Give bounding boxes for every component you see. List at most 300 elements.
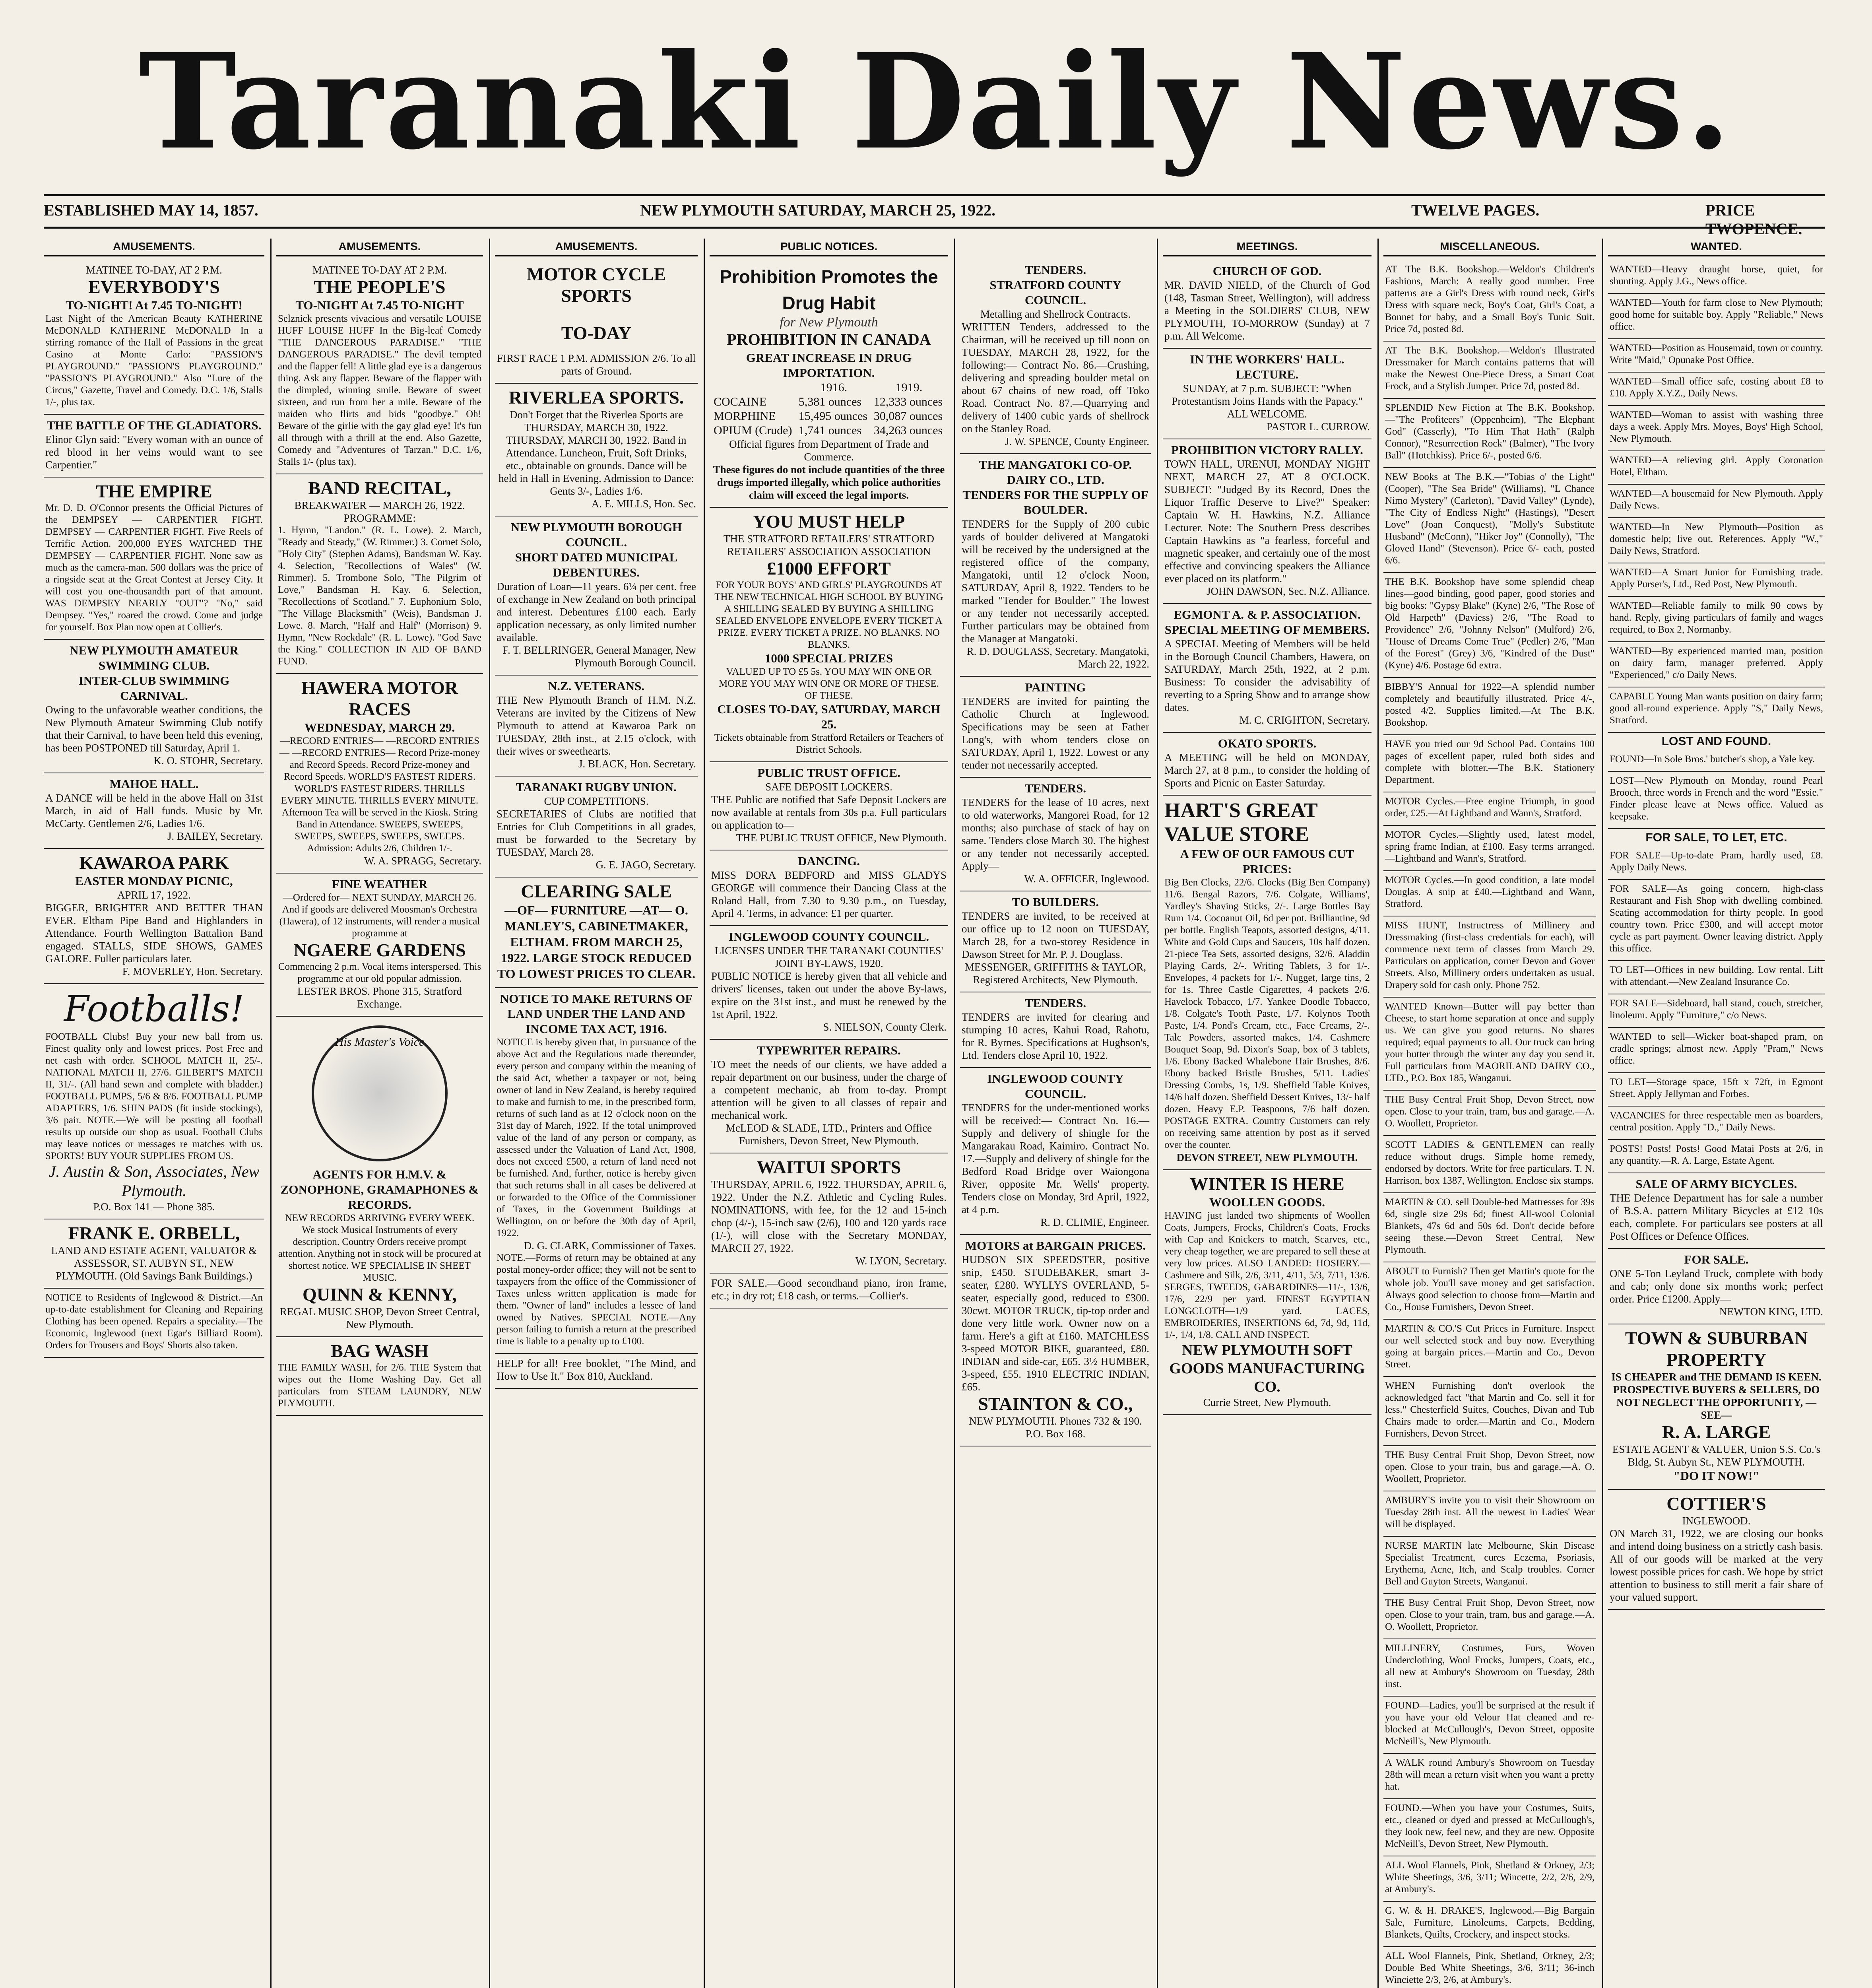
ad-heading: NEW PLYMOUTH SOFT GOODS MANUFACTURING CO. — [1169, 1342, 1365, 1395]
ad-title: INGLEWOOD COUNTY COUNCIL. — [728, 930, 929, 944]
classified-item: WANTED—Woman to assist with washing three days a week. Apply Mrs. Moyes, Boys' High School, New Plymouth. — [1608, 406, 1825, 451]
section-header: AMUSEMENTS. — [44, 239, 264, 256]
ad-body: ONE 5-Ton Leyland Truck, complete with body and cab; only done six months work; perfect order. Price £1200. Apply— — [1610, 1268, 1823, 1305]
ad-body: THE FAMILY WASH, for 2/6. THE System that wipes out the Home Washing Day. Get all particulars from STEAM LAUNDRY, NEW PLYMOUTH. — [278, 1362, 481, 1409]
builders-ad — [960, 891, 1151, 992]
ad-subtitle: GREAT INCREASE IN DRUG IMPORTATION. — [746, 351, 912, 380]
ad-address: ESTATE AGENT & VALUER, Union S.S. Co.'s Bldg, St. Aubyn St., NEW PLYMOUTH. — [1612, 1443, 1821, 1468]
mangatoki-dairy-ad — [960, 454, 1151, 677]
classified-item: CAPABLE Young Man wants position on dairy farm; good all-round experience. Apply "S," Daily News, Stratford. — [1608, 687, 1825, 733]
ad-body: Elinor Glyn said: "Every woman with an ounce of red blood in her veins would want to see Carpentier." — [45, 433, 263, 471]
ad-title: NEW PLYMOUTH AMATEUR SWIMMING CLUB. — [70, 643, 239, 672]
ad-title: TOWN & SUBURBAN PROPERTY — [1625, 1328, 1808, 1370]
ad-banner: Prohibition Promotes the Drug Habit — [720, 266, 938, 313]
ad-subtitle: STRATFORD COUNTY COUNCIL. — [989, 278, 1121, 307]
ad-signature: W. A. OFFICER, Inglewood. — [1024, 873, 1149, 885]
classified-item: POSTS! Posts! Posts! Good Matai Posts at 2/6, in any quantity.—R. A. Large, Estate Agent. — [1608, 1140, 1825, 1173]
classified-item: WANTED—Reliable family to milk 90 cows by hand. Reply, giving particulars of family and wages required, to Box 2, Normanby. — [1608, 597, 1825, 642]
harts-store-ad — [1163, 796, 1372, 1170]
classified-item: AMBURY'S invite you to visit their Showroom on Tuesday 28th inst. All the newest in Ladies' Wear will be displayed. — [1383, 1491, 1596, 1537]
ad-title: FINE WEATHER — [332, 877, 428, 891]
ad-heading: STAINTON & CO., — [978, 1394, 1133, 1414]
ad-title: FOR SALE. — [1684, 1252, 1749, 1266]
ad-date: BREAKWATER — MARCH 26, 1922. — [294, 499, 465, 511]
ad-body: TENDERS for the lease of 10 acres, next to old waterworks, Mangorei Road, for 12 months; also purchase of stack of hay on same. Tenders close March 30. The highest or any tender not necessarily accepted. Apply— — [962, 796, 1149, 872]
typewriter-ad — [710, 1040, 948, 1153]
misc-list — [1383, 260, 1596, 1988]
classified-item: ALL Wool Flannels, Pink, Shetland, Orkney, 2/3; Double Bed White Sheetings, 3/6, 3/11; 36-inch Winciette 2/3, 2/6, at Ambury's. — [1383, 1947, 1596, 1988]
ad-title: CHURCH OF GOD. — [1212, 264, 1322, 278]
dateline — [44, 201, 1825, 238]
egmont-association-ad — [1163, 604, 1372, 733]
ad-title: EGMONT A. & P. ASSOCIATION. — [1174, 608, 1361, 621]
ad-signature: J. BLACK, Hon. Secretary. — [578, 758, 696, 770]
classified-item: WHEN Furnishing don't overlook the acknowledged fact "that Martin and Co. sell it for less." Chesterfield Suites, Couches, Divan and Tub Chairs made to order.—Martin and Co., Modern Furnishers, Devon Street. — [1383, 1377, 1596, 1446]
ad-body: ON March 31, 1922, we are closing our books and intend doing business on a strictly cash basis. All of our goods will be marked at the very lowest possible prices for cash. We hope by strict attention to business to still merit a fair share of your valued support. — [1610, 1528, 1823, 1603]
ad-title: BAND RECITAL, — [308, 478, 451, 498]
ad-body: THE Public are notified that Safe Deposit Lockers are now available at rentals from 30s p.a. Full particulars on application to— — [711, 794, 947, 831]
mahoe-hall-ad — [44, 773, 264, 849]
ad-title: AGENTS FOR H.M.V. & ZONOPHONE, GRAMAPHONES & RECORDS. — [280, 1167, 479, 1211]
ad-subtitle: SAFE DEPOSIT LOCKERS. — [765, 781, 892, 793]
ad-body: 1. Hymn, "Landon." (R. L. Lowe). 2. March, "Ready and Steady," (W. Rimmer.) 3. Cornet Solo, "Holy City" (Stephen Adams), Bandsman W. Kay. 4. Selection, "Recollections of Wales" (W. Rimmer). 5. Trombone Solo, "The Pilgrim of Love," Bandsman H. Kay. 6. Selection, "Recollections of Scotland." 7. Euphonium Solo, "The Village Blacksmith" (Weis), Bandsman J. Lowe. 8. March, "Half and Half" (Morrison) 9. Hymn, "New Rockdale" (R. L. Lowe). "God Save the King." COLLECTION IN AID OF BAND FUND. — [278, 525, 481, 667]
ad-body: —Ordered for— NEXT SUNDAY, MARCH 26. And if goods are delivered Moosman's Orchestra (Hawera), of 12 instruments, will render a musical programme at — [279, 892, 480, 939]
ad-title: TENDERS. — [1024, 781, 1086, 795]
ad-title: PUBLIC TRUST OFFICE. — [757, 766, 900, 780]
section-header: MEETINGS. — [1163, 239, 1372, 256]
ad-signature: F. MOVERLEY, Hon. Secretary. — [122, 965, 263, 977]
drug-value: 5,381 ounces — [798, 395, 862, 408]
ad-body: NEW RECORDS ARRIVING EVERY WEEK. We stock Musical Instruments of every description. Country Orders receive prompt attention. Anything not in stock will be procured at shortest notice. WE SPECIALISE IN SHEET MUSIC. — [278, 1213, 481, 1283]
army-bicycles-ad — [1608, 1173, 1825, 1249]
painting-ad — [960, 677, 1151, 778]
column-tenders — [960, 239, 1151, 1988]
drug-name: COCAINE — [714, 395, 767, 408]
classified-item: AT The B.K. Bookshop.—Weldon's Children's Fashions, March: A really good number. Free patterns are a Girl's Dress with round neck, Girl's Dress with square neck, Boy's Coat, Girl's Coat, a Bonnet for baby, and a Small Boy's Tunic Suit. Price 7d, posted 8d. — [1383, 260, 1596, 342]
drug-value: 12,333 ounces — [873, 395, 943, 408]
classified-item: MOTOR Cycles.—Slightly used, latest model, spring frame Indian, at £100. Easy terms arranged.—Lightband and Wann's, Stratford. — [1383, 826, 1596, 871]
ad-signature: NEWTON KING, LTD. — [1719, 1306, 1823, 1318]
orbell-ad — [44, 1219, 264, 1289]
classified-item: THE Busy Central Fruit Shop, Devon Street, now open. Close to your train, tram, bus and garage.—A. O. Woollett, Proprietor. — [1383, 1091, 1596, 1136]
dateline-rule — [44, 227, 1825, 229]
lease-tenders-ad — [960, 778, 1151, 891]
classified-item: ALL Wool Flannels, Pink, Shetland & Orkney, 2/3; White Sheetings, 3/6, 3/11; Wincette, 2/2, 2/6, 2/9, at Ambury's. — [1383, 1856, 1596, 1902]
ad-body: IS CHEAPER and THE DEMAND IS KEEN. PROSPECTIVE BUYERS & SELLERS, DO NOT NEGLECT THE OPPORTUNITY, —SEE— — [1611, 1371, 1822, 1421]
ad-source: Official figures from Department of Trade and Commerce. — [729, 438, 929, 463]
ad-signature: J. W. SPENCE, County Engineer. — [1005, 435, 1149, 447]
ad-body: FOR SALE.—Good secondhand piano, iron frame, etc.; in dry rot; £18 cash, or terms.—Collier's. — [711, 1277, 947, 1302]
ad-title: PROHIBITION VICTORY RALLY. — [1171, 443, 1363, 457]
classified-item: A WALK round Ambury's Showroom on Tuesday 28th will mean a return visit when you want a pretty hat. — [1383, 1754, 1596, 1799]
ad-title: THE EMPIRE — [96, 481, 212, 501]
ad-title: THE BATTLE OF THE GLADIATORS. — [47, 418, 262, 432]
ad-body: TENDERS are invited for painting the Catholic Church at Inglewood. Specifications may be seen at Father Long's, with whom tenders close on SATURDAY, April 1, 1922. Lowest or any tender not necessarily accepted. — [962, 695, 1149, 771]
ad-body: FOR YOUR BOYS' AND GIRLS' PLAYGROUNDS AT THE NEW TECHNICAL HIGH SCHOOL BY BUYING A SHILLING SEALED BY BUYING A SHILLING SEALED ENVELOPE ENVELOPE EVERY TICKET A PRIZE. EVERY TICKET A PRIZE. NO BLANKS. NO BLANKS. — [714, 580, 943, 650]
ad-body: A MEETING will be held on MONDAY, March 27, at 8 p.m., to consider the holding of Sports and Picnic on Easter Saturday. — [1164, 751, 1370, 789]
ad-body: TOWN HALL, URENUI, MONDAY NIGHT NEXT, MARCH 27, AT 8 O'CLOCK. SUBJECT: "Judged By its Record, Does the Liquor Traffic Deserve to Live?" Speaker: Captain W. H. Hawkins, N.Z. Alliance Lecturer. Note: The Southern Press describes Captain Hawkins as "a fearless, forceful and magnetic speaker, and certainly one of the most effective and convincing speakers the Alliance ever placed on its platform." — [1164, 458, 1370, 584]
ad-signature: D. G. CLARK, Commissioner of Taxes. — [524, 1240, 696, 1252]
classified-item: BIBBY'S Annual for 1922—A splendid number completely and beautifully illustrated. Price 4/-, posted 4/2. Supplies limited.—At The B.K. Bookshop. — [1383, 678, 1596, 735]
ad-top: MATINEE TO-DAY AT 2 P.M. — [312, 264, 447, 276]
column-meetings — [1163, 239, 1372, 1988]
section-header: AMUSEMENTS. — [276, 239, 483, 256]
ad-body: HAVING just landed two shipments of Woollen Coats, Jumpers, Frocks, Children's Coats, Frocks with Cap and Knickers to match, Scarves, etc., very cheap together, we are prepared to sell these at very low prices. ALSO LANDED: HOSIERY.—Cashmere and Silk, 2/6, 3/11, 4/11, 5/3, 7/11, 13/6. SERGES, TWEEDS, GABARDINES—11/-, 13/6, 17/6, 22/9 per yard. FINEST EGYPTIAN LONGCLOTH—1/9 yard. LACES, EMBROIDERIES, INSERTIONS 6d, 7d, 9d, 11d, 1/-, 1/4, 1/8. CALL AND INSPECT. — [1164, 1210, 1370, 1340]
classified-item: NURSE MARTIN late Melbourne, Skin Disease Specialist Treatment, cures Eczema, Psoriasis, Erythema, Acne, Itch, and Scalp troubles. Corner Bell and Guyton Streets, Wanganui. — [1383, 1537, 1596, 1594]
classified-item: THE B.K. Bookshop have some splendid cheap lines—good binding, good paper, good stories and big books: "Gypsy Blake" (Kyne) 2/6, "The Rose of Old Harpeth" (Daviess) 2/6, "The Road to Providence" 2/6, "Johnny Nelson" (Mulford) 2/6, "House of Dreams Come True" (Pedler) 2/6, "Man of the Forest" (Grey) 3/6, "Kindred of the Dust" (Kyne) 4/6. Postage 6d extra. — [1383, 573, 1596, 678]
ad-body: THURSDAY, APRIL 6, 1922. THURSDAY, APRIL 6, 1922. Under the N.Z. Athletic and Cycling Rules. NOMINATIONS, with fee, for the 12 and 15-inch chop (4/-), 15-inch saw (2/6), 100 and 120 yards race (1/-), will close with the Secretary MONDAY, MARCH 27, 1922. — [711, 1178, 947, 1254]
ad-heading: R. A. LARGE — [1662, 1422, 1771, 1442]
workers-hall-ad — [1163, 349, 1372, 439]
inglewood-tenders-ad — [960, 1068, 1151, 1235]
ad-body: TENDERS are invited for clearing and stumping 10 acres, Kahui Road, Rahotu, for R. Byrnes. Specifications at Hughson's, Ltd. Tenders close April 10, 1922. — [962, 1011, 1149, 1061]
booklet-ad — [495, 1354, 698, 1389]
column-public-notices — [710, 239, 948, 1988]
ad-signature: PASTOR L. CURROW. — [1266, 421, 1370, 433]
winter-woollens-ad — [1163, 1170, 1372, 1415]
hmv-ad — [276, 1017, 483, 1337]
ad-body: Owing to the unfavorable weather conditions, the New Plymouth Amateur Swimming Club notify that their Carnival, to have been held this evening, has been POSTPONED till Saturday, April 1. — [45, 704, 263, 754]
ad-title: SALE OF ARMY BICYCLES. — [1635, 1177, 1797, 1191]
column-divider — [270, 239, 272, 1988]
ad-heading: NGAERE GARDENS — [293, 940, 466, 960]
ad-subtitle: INGLEWOOD. — [1682, 1515, 1751, 1527]
classified-item: FOR SALE—Sideboard, hall stand, couch, stretcher, linoleum. Apply "Furniture," c/o News. — [1608, 994, 1825, 1028]
for-sale-header: FOR SALE, TO LET, ETC. — [1645, 831, 1787, 844]
established-date: ESTABLISHED MAY 14, 1857. — [44, 201, 258, 219]
ad-title: HAWERA MOTOR RACES — [301, 678, 458, 719]
ad-title: WAITUI SPORTS — [757, 1157, 901, 1177]
price: PRICE TWOPENCE. — [1705, 201, 1802, 238]
gramophone-logo-icon — [312, 1025, 448, 1161]
inglewood-licenses-ad — [710, 926, 948, 1040]
column-amusements-3 — [495, 239, 698, 1988]
land-tax-notice — [495, 988, 698, 1354]
ad-title: CLEARING SALE — [521, 881, 672, 901]
ad-body: Commencing 2 p.m. Vocal items interspersed. This programme at our old popular admission. — [278, 961, 481, 984]
ad-body: TO meet the needs of our clients, we have added a repair department on our business, under the charge of a competent mechanic, ab from to-day. Prompt attention will be given to all classes of repair and mechanical work. — [711, 1058, 947, 1121]
ad-title: BAG WASH — [331, 1341, 429, 1361]
ad-body: Last Night of the American Beauty KATHERINE McDONALD KATHERINE McDONALD In a stirring romance of the Hall of Passions in the great Casino at Monte Carlo: "PASSION'S PLAYGROUND." "PASSION'S PLAYGROUND." "PASSION'S PLAYGROUND." Also "Lure of the Circus," Gazette, Travel and Comedy. D.C. 1/6, Stalls 1/-, plus tax. — [45, 313, 263, 408]
ad-signature: J. BAILEY, Secretary. — [167, 830, 263, 842]
for-sale-list — [1608, 846, 1825, 1173]
column-divider — [1377, 239, 1379, 1988]
ad-title: TYPEWRITER REPAIRS. — [757, 1043, 901, 1057]
ad-body: THE New Plymouth Branch of H.M. N.Z. Veterans are invited by the Citizens of New Plymouth to attend at Kawaroa Park on TUESDAY, 28th inst., at 2.15 o'clock, with their wives or sweethearts. — [497, 694, 696, 757]
everybodys-ad — [44, 260, 264, 415]
ad-date: TO-DAY — [561, 323, 632, 343]
ad-address: Currie Street, New Plymouth. — [1203, 1396, 1331, 1408]
borough-council-ad — [495, 516, 698, 676]
waitui-sports-ad — [710, 1153, 948, 1274]
public-trust-ad — [710, 762, 948, 850]
section-header: AMUSEMENTS. — [495, 239, 698, 256]
wanted-list — [1608, 260, 1825, 733]
ad-body: PUBLIC NOTICE is hereby given that all vehicle and drivers' licenses, taken out under the above By-laws, expire on the 31st inst., and must be renewed by the 1st April, 1922. — [711, 970, 947, 1020]
dancing-ad — [710, 850, 948, 926]
classified-item: FOR SALE—Up-to-date Pram, hardly used, £8. Apply Daily News. — [1608, 846, 1825, 880]
ad-address: REGAL MUSIC SHOP, Devon Street Central, New Plymouth. — [279, 1306, 480, 1330]
ad-body: Don't Forget that the Riverlea Sports are THURSDAY, MARCH 30, 1922. THURSDAY, MARCH 30, 1922. Band in Attendance. Luncheon, Fruit, Soft Drinks, etc., obtainable on grounds. Dance will be held in Hall in Evening. Admission to Dance: Gents 3/-, Ladies 1/6. — [499, 409, 694, 497]
year-header: 1916. — [820, 381, 848, 394]
ad-signature: K. O. STOHR, Secretary. — [153, 755, 263, 767]
column-divider — [954, 239, 955, 1988]
ad-body: MISS DORA BEDFORD and MISS GLADYS GEORGE will commence their Dancing Class at the Roland Hall, from 7.30 to 9.30 p.m., on Tuesday, April 4. Terms, in advance: £1 per quarter. — [711, 869, 947, 919]
drug-value: 30,087 ounces — [873, 410, 943, 423]
ad-signature: A. E. MILLS, Hon. Sec. — [591, 498, 696, 510]
economic-ad — [44, 1289, 264, 1358]
ad-title: RIVERLEA SPORTS. — [508, 387, 684, 408]
drug-value: 34,263 ounces — [873, 424, 943, 437]
ad-title: EVERYBODY'S — [88, 277, 220, 297]
table-row — [711, 409, 947, 423]
footballs-ad — [44, 984, 264, 1219]
column-miscellaneous — [1383, 239, 1596, 1988]
clearing-sale-ad — [495, 878, 698, 988]
lost-found-list — [1608, 750, 1825, 829]
ad-subtitle: Metalling and Shellrock Contracts. — [980, 308, 1131, 320]
classified-item: FOUND—In Sole Bros.' butcher's shop, a Yale key. — [1608, 750, 1825, 772]
ad-address: NEW PLYMOUTH. Phones 732 & 190. P.O. Box 168. — [969, 1415, 1142, 1440]
section-header: MISCELLANEOUS. — [1383, 239, 1596, 256]
ad-signature: W. A. SPRAGG, Secretary. — [364, 855, 481, 867]
ad-signature: M. C. CRIGHTON, Secretary. — [1239, 714, 1370, 726]
empire-ad — [44, 478, 264, 640]
ad-warning: These figures do not include quantities of the three drugs imported illegally, which police authorities claim will exceed the legal imports. — [713, 464, 945, 501]
motors-bargain-ad — [960, 1235, 1151, 1446]
section-header: PUBLIC NOTICES. — [710, 239, 948, 256]
ad-title: NOTICE TO MAKE RETURNS OF LAND UNDER THE LAND AND INCOME TAX ACT, 1916. — [500, 992, 693, 1036]
classified-item: WANTED—Youth for farm close to New Plymouth; good home for suitable boy. Apply "Reliable," News office. — [1608, 294, 1825, 339]
hawera-races-ad — [276, 674, 483, 874]
ad-title: OKATO SPORTS. — [1218, 736, 1317, 750]
ad-title: IN THE WORKERS' HALL. — [1190, 352, 1344, 366]
ad-body: Duration of Loan—11 years. 6¼ per cent. free of exchange in New Zealand on both principal and interest. Debentures £100 each. Early application necessary, as only limited number available. — [497, 580, 696, 643]
bag-wash-ad — [276, 1337, 483, 1416]
classified-item: WANTED—A Smart Junior for Furnishing trade. Apply Purser's, Ltd., Red Post, New Plymouth. — [1608, 563, 1825, 597]
classified-item: MISS HUNT, Instructress of Millinery and Dressmaking (first-class credentials for each), will commence next term of classes from March 29. Particulars on application, corner Devon and Gover Streets. Also, Millinery orders undertaken as usual. Drapery sold for cash only. Phone 752. — [1383, 916, 1596, 998]
issue-date: NEW PLYMOUTH SATURDAY, MARCH 25, 1922. — [640, 201, 996, 219]
ad-subtitle: LECTURE. — [1236, 367, 1299, 381]
ad-title: THE PEOPLE'S — [314, 277, 446, 297]
ad-body: TENDERS for the under-mentioned works will be received:— Contract No. 16.—Supply and delivery of shingle for the Mangarakau Road, Kaimiro. Contract No. 17.—Supply and delivery of shingle for the Bedford Road Bridge over Waiongona River, opposite Mr. Wells' property. Tenders close on Monday, 3rd April, 1922, at 4 p.m. — [962, 1102, 1149, 1215]
ad-body: NOTICE is hereby given that, in pursuance of the above Act and the Regulations made thereunder, every person and company within the meaning of the said Act, whether a taxpayer or not, being owner of land in New Zealand, is hereby required to make and furnish to me, in the prescribed form, returns of such land as at 12 o'clock noon on the 31st day of March, 1922. If the total unimproved value of the land of any person or company, as assessed under the Valuation of Land Act, 1908, does not exceed £500, a return of land need not be furnished. And, further, notice is hereby given that such returns shall in all cases be delivered at or forwarded to the Office of the Commissioner of Taxes, in the Government Buildings at Wellington, on or before the 30th day of April, 1922. — [497, 1037, 696, 1239]
cottiers-ad — [1608, 1490, 1825, 1610]
classified-item: WANTED—A housemaid for New Plymouth. Apply Daily News. — [1608, 485, 1825, 518]
classified-item: WANTED Known—Butter will pay better than Cheese, to start home separation at once and supply us. We can give you good returns. No shares required; equal payments to all. Our truck can bring your butter through the winter any day you send it. Full particulars from MAORILAND DAIRY CO., LTD., P.O. Box 185, Wanganui. — [1383, 998, 1596, 1091]
ad-address: DEVON STREET, NEW PLYMOUTH. — [1176, 1151, 1358, 1163]
ad-note: NOTE.—Forms of return may be obtained at any postal money-order office; they will not be sent to taxpayers from the office of the Commissioner of Taxes unless written application is made for them. "Owner of land" includes a lessee of land owned by Natives. SPECIAL NOTE.—Any person failing to furnish a return at the prescribed time is liable to a penalty up to £100. — [497, 1252, 696, 1347]
ad-subtitle: SPECIAL MEETING OF MEMBERS. — [1164, 623, 1370, 637]
classified-item: TO LET—Storage space, 15ft x 72ft, in Egmont Street. Apply Jellyman and Forbes. — [1608, 1073, 1825, 1107]
ad-title: PROHIBITION IN CANADA — [727, 330, 931, 348]
ad-body: SECRETARIES of Clubs are notified that Entries for Club Competitions in all grades, must be forwarded to the Secretary by TUESDAY, March 28. — [497, 808, 696, 858]
ad-title: MAHOE HALL. — [109, 777, 199, 791]
ad-body: LAND AND ESTATE AGENT, VALUATOR & ASSESSOR, ST. AUBYN ST., NEW PLYMOUTH. (Old Savings Bank Buildings.) — [51, 1244, 257, 1282]
ad-title: WINTER IS HERE — [1190, 1174, 1344, 1194]
ad-closing: CLOSES TO-DAY, SATURDAY, MARCH 25. — [717, 702, 941, 731]
town-property-ad — [1608, 1324, 1825, 1490]
ad-body: FOOTBALL Clubs! Buy your new ball from us. Finest quality only and lowest prices. Post Free and net cash with order. SCHOOL MATCH II, 25/-. NATIONAL MATCH II, 27/6. GILBERT'S MATCH II, 31/-. (All hand sewn and complete with bladder.) FOOTBALL PUMPS, 5/6 & 8/6. FOOTBALL PUMP ADAPTERS, 1/6. SHIN PADS (fit inside stockings), 3/6 pair. NOTE.—We will be posting all football results up outside our shop as usual. Football Clubs may leave notices or messages re matches with us. SPORTS! BUY YOUR SUPPLIES FROM US. — [45, 1031, 263, 1161]
ad-subtitle: CUP COMPETITIONS. — [544, 795, 649, 807]
classified-item: NEW Books at The B.K.—"Tobias o' the Light" (Cooper), "The Sea Bride" (Williams), "L Chance Nimo Mystery" (Carleton), "David Valley" (Lynde), "The City of Endless Night" (Hastings), "Desert Love" (Joan Conquest), "Molly's Substitute Husband" (McConn), "Hiker Joy" (Connolly), "The Gloved Hand" (Stevenson). Price 6/- each, posted 6/6. — [1383, 468, 1596, 573]
prohibition-ad — [710, 260, 948, 508]
ad-body: NOTICE to Residents of Inglewood & District.—An up-to-date establishment for Cleaning and Repairing Clothing has been opened. Repairs a speciality.—The Economic, Inglewood (next Egar's Billiard Room). Orders for Trousers and Boys' Shorts also taken. — [45, 1292, 263, 1351]
classified-item: WANTED—A relieving girl. Apply Coronation Hotel, Eltham. — [1608, 451, 1825, 485]
ad-signature: R. D. DOUGLASS, Secretary. Mangatoki, March 22, 1922. — [966, 645, 1149, 670]
classified-item: TO LET—Offices in new building. Low rental. Lift with attendant.—New Zealand Insurance Co. — [1608, 961, 1825, 994]
page-count: TWELVE PAGES. — [1411, 201, 1540, 219]
section-header: WANTED. — [1608, 239, 1825, 256]
lost-found-header: LOST AND FOUND. — [1661, 735, 1771, 748]
masthead: Taranaki Daily News. — [139, 24, 1734, 179]
classified-item: VACANCIES for three respectable men as boarders, central position. Apply "D.," Daily News. — [1608, 1107, 1825, 1140]
ad-subtitle: TO-NIGHT! At 7.45 TO-NIGHT! — [66, 298, 242, 312]
classified-item: FOUND.—When you have your Costumes, Suits, etc., cleaned or dyed and pressed at McCullough's, they look new, feel new, and they are new. Opposite McNeill's, Devon Street, New Plymouth. — [1383, 1799, 1596, 1856]
column-amusements-1 — [44, 239, 264, 1988]
ad-body: A SPECIAL Meeting of Members will be held in the Borough Council Chambers, Hawera, on SATURDAY, March 25th, 1922, at 2 p.m. Business: To consider the advisability of reverting to a Spring Show and to arrange show dates. — [1164, 638, 1370, 713]
ad-body: HELP for all! Free booklet, "The Mind, and How to Use It." Box 810, Auckland. — [497, 1357, 696, 1382]
ad-title: TARANAKI RUGBY UNION. — [516, 780, 677, 794]
ad-title: YOU MUST HELP — [753, 511, 905, 532]
classified-item: MILLINERY, Costumes, Furs, Woven Underclothing, Wool Frocks, Jumpers, Coats, etc., all new at Ambury's Showroom on Tuesday, 28th inst. — [1383, 1639, 1596, 1697]
classified-item: WANTED—Position as Housemaid, town or country. Write "Maid," Opunake Post Office. — [1608, 339, 1825, 373]
ad-signature: G. E. JAGO, Secretary. — [596, 859, 696, 871]
handwritten-note: for New Plymouth — [780, 315, 878, 330]
okato-sports-ad — [1163, 733, 1372, 796]
ad-title: TENDERS. — [1024, 263, 1086, 277]
classified-item: FOUND—Ladies, you'll be surprised at the result if you have your old Velour Hat cleaned and re-blocked at McCullough's, Devon Street, opposite McNeill's, New Plymouth. — [1383, 1697, 1596, 1754]
ad-title: MOTOR CYCLE SPORTS — [526, 264, 666, 306]
ad-title: TO BUILDERS. — [1012, 895, 1099, 909]
drug-table — [711, 381, 947, 438]
ad-body: Big Ben Clocks, 22/6. Clocks (Big Ben Company) 11/6. Bengal Razors, 7/6. Colgate, Williams', Yardley's Shaving Sticks, 2/-. Large Bottles Bay Rum 1/4. Cocoanut Oil, 6d per pot. Brilliantine, 9d per bottle. English Teapots, assorted designs, 4/11. White and Gold Cups and Saucers, 10s half dozen. 21-piece Tea Sets, assorted designs, 32/6. Aladdin Playing Cards, 2/-. Writing Tablets, 3 for 1/-. Envelopes, 4 packets for 1/-. Nugget, large tins, 2 for 1s. Three Castle Cigarettes, 4 packets 2/6. Havelock Tobacco, 1/7. Yankee Doodle Tobacco, 1/8. Colgate's Tooth Paste, 1/7. Kolynos Tooth Paste, 1/4. Pond's Cream, etc., Face Creams, 2/-. Talc Powders, assorted makes, 1/4. Cashmere Bouquet Soap, 9d. Dixon's Soap, box of 3 tablets, 1/6. Ebony Backed Whalebone Hair Brushes, 8/6. Ebony backed Bristle Brushes, 5/11. Ladies' Dressing Combs, 1s, 1/9. Sheffield Table Knives, 14/6 half dozen. Sheffield Dessert Knives, 13/- half dozen. Heavy E.P. Teaspoons, 7/6 half dozen. POSTAGE EXTRA. Country Customers can rely on receiving same attention by post as if served over the counter. — [1164, 877, 1370, 1150]
classified-item: MARTIN & CO.'S Cut Prices in Furniture. Inspect our well selected stock and buy now. Everything going at bargain prices.—Martin and Co., Devon Street. — [1383, 1320, 1596, 1377]
ad-signature: LESTER BROS. Phone 315, Stratford Exchange. — [297, 985, 462, 1010]
classified-item: WANTED—Small office safe, costing about £8 to £10. Apply X.Y.Z., Daily News. — [1608, 373, 1825, 406]
table-header-row — [711, 381, 947, 395]
ad-title: PAINTING — [1025, 680, 1086, 694]
ad-body: FIRST RACE 1 P.M. ADMISSION 2/6. To all parts of Ground. — [497, 352, 696, 377]
top-rule — [44, 194, 1825, 196]
classified-item: WANTED—Heavy draught horse, quiet, for shunting. Apply J.G., News office. — [1608, 260, 1825, 294]
ad-date: WEDNESDAY, MARCH 29. — [304, 720, 455, 734]
ad-title: FRANK E. ORBELL, — [68, 1223, 240, 1243]
classified-item: MOTOR Cycles.—Free engine Triumph, in good order, £25.—At Lightband and Wann's, Stratford. — [1383, 792, 1596, 826]
ngaere-gardens-ad — [276, 874, 483, 1017]
ad-title: KAWAROA PARK — [79, 852, 229, 873]
ad-title: Footballs! — [64, 988, 244, 1030]
classified-item: G. W. & H. DRAKE'S, Inglewood.—Big Bargain Sale, Furniture, Linoleums, Carpets, Bedding, Blankets, Quilts, Crockery, and inspect stocks. — [1383, 1902, 1596, 1947]
column-amusements-2 — [276, 239, 483, 1988]
table-row — [711, 423, 947, 438]
ad-body: TENDERS for the Supply of 200 cubic yards of boulder delivered at Mangatoki will be received by the undersigned at the registered office of the company, Mangatoki, until 12 o'clock Noon, SATURDAY, April 8, 1922. Tenders to be marked "Tender for Boulder." The lowest or any tender not necessarily accepted. Further particulars may be obtained from the Manager at Mangatoki. — [962, 518, 1149, 645]
prohibition-rally-ad — [1163, 439, 1372, 604]
ad-signature: MESSENGER, GRIFFITHS & TAYLOR, Registered Architects, New Plymouth. — [964, 961, 1146, 986]
column-divider — [1602, 239, 1603, 1988]
ad-body: Selznick presents vivacious and versatile LOUISE HUFF LOUISE HUFF In the Big-leaf Comedy "THE DANGEROUS PARADISE." "THE DANGEROUS PARADISE." The devil tempted and the flapper fell! A little glad eye is a dangerous thing. Ask any flapper. Beware of the flapper with the dimpled, winning smile. Beware of sweet sixteen, and run from her a mile. Beware of the maiden who flirts and bids "goodbye." Oh! Beware of the girlie with the gay glad eye! It's fun all through with a thrill at the end. Also Gazette, Comedy and "Adventures of Tarzan." D.C. 1/6, Stalls 1/- (plus tax). — [278, 313, 481, 467]
ad-signature: McLEOD & SLADE, LTD., Printers and Office Furnishers, Devon Street, New Plymouth. — [726, 1122, 932, 1147]
ad-body: SUNDAY, at 7 p.m. SUBJECT: "When Protestantism Joins Hands with the Papacy." ALL WELCOME. — [1172, 382, 1363, 420]
leyland-truck-ad — [1608, 1249, 1825, 1324]
drug-name: OPIUM (Crude) — [714, 424, 792, 437]
drug-value: 15,495 ounces — [798, 410, 868, 423]
classified-item: WANTED to sell—Wicker boat-shaped pram, on cradle springs; almost new. Apply "Pram," News office. — [1608, 1028, 1825, 1073]
logo-text: His Master's Voice — [335, 1035, 425, 1048]
veterans-ad — [495, 676, 698, 777]
ad-subtitle: 1000 SPECIAL PRIZES — [764, 651, 893, 665]
ad-subtitle: EASTER MONDAY PICNIC, — [75, 874, 233, 888]
ad-title: N.Z. VETERANS. — [548, 679, 645, 693]
swimming-club-ad — [44, 640, 264, 773]
ad-body: Mr. D. D. O'Connor presents the Official Pictures of the DEMPSEY — CARPENTIER FIGHT. DEMPSEY — CARPENTIER FIGHT. Five Reels of Terrific Action. 200,000 EYES WATCHED THE DEMPSEY — CARPENTIER FIGHT. None saw as much as the camera-man. 500 dollars was the price of a ringside seat at the Great Contest at Jersey City. It will cost you one-thousandth part of that amount. WAS DEMPSEY NEARLY "OUT"? "No," said Dempsey. "Yes," roared the crowd. Come and judge for yourself. Box Plan now open at Collier's. — [45, 503, 263, 633]
year-header: 1919. — [895, 381, 923, 394]
column-wanted — [1608, 239, 1825, 1988]
classified-item: SPLENDID New Fiction at The B.K. Bookshop.—"The Profiteers" (Oppenheim), "The Elephant God" (Casserly), "To Him That Hath" (Ralph Connor), "Resurrection Rock" (Balmer), "The Ivory Ball" (Hotchkiss). Price 6/-, posted 6/6. — [1383, 399, 1596, 468]
ad-date: APRIL 17, 1922. — [117, 889, 191, 901]
ad-subtitle: A FEW OF OUR FAMOUS CUT PRICES: — [1180, 847, 1354, 876]
ad-title: NEW PLYMOUTH BOROUGH COUNCIL. — [510, 520, 682, 549]
retailers-effort-ad — [710, 508, 948, 762]
ad-title: THE MANGATOKI CO-OP. DAIRY CO., LTD. — [979, 458, 1132, 487]
classified-item: WANTED—In New Plymouth—Position as domestic help; live out. References. Apply "W.," Daily News, Stratford. — [1608, 518, 1825, 563]
ad-body: HUDSON SIX SPEEDSTER, positive snip, £450. STUDEBAKER, smart 3-seater, £280. WYLLYS OVERLAND, 5-seater, especially good, reduced to £300. 30cwt. MOTOR TRUCK, tip-top order and done very little work. Owner now on a farm. Here's a gift at £160. MATCHLESS 3-speed MOTOR BIKE, guaranteed, £80. INDIAN and side-car, £65. 3½ HUMBER, 3-speed, £55. 1910 ELECTRIC INDIAN, £65. — [962, 1254, 1149, 1393]
ad-signature: THE PUBLIC TRUST OFFICE, New Plymouth. — [736, 832, 947, 844]
ad-body: BIGGER, BRIGHTER AND BETTER THAN EVER. Eltham Pipe Band and Highlanders in Attendance. Fourth Wellington Battalion Band engaged. STALLS, SIDE SHOWS, GAMES GALORE. Fuller particulars later. — [45, 902, 263, 965]
ad-signature: JOHN DAWSON, Sec. N.Z. Alliance. — [1206, 585, 1370, 597]
ad-body: TENDERS are invited, to be received at our office up to 12 noon on TUESDAY, March 28, for a two-storey Residence in Dawson Street for Mr. P. J. Douglass. — [962, 910, 1149, 960]
ad-top: MATINEE TO-DAY, AT 2 P.M. — [86, 264, 222, 276]
ad-title: INGLEWOOD COUNTY COUNCIL. — [987, 1072, 1124, 1101]
classified-item: MARTIN & CO. sell Double-bed Mattresses for 39s 6d, single size 29s 6d; finest All-wool Colonial Blankets, 47s 6d and 50s 6d. Don't decide before seeing these.—Devon Street Central, New Plymouth. — [1383, 1193, 1596, 1262]
drug-name: MORPHINE — [714, 410, 776, 423]
table-row — [711, 395, 947, 409]
ad-signature: J. Austin & Son, Associates, New Plymouth. — [48, 1163, 260, 1200]
ad-subtitle: INTER-CLUB SWIMMING CARNIVAL. — [78, 674, 230, 703]
ad-body: A DANCE will be held in the above Hall on 31st March, in aid of Hall funds. Music by Mr. McCarty. Gentlemen 2/6, Ladies 1/6. — [45, 792, 263, 829]
ad-subtitle: TENDERS FOR THE SUPPLY OF BOULDER. — [962, 488, 1148, 517]
classified-item: HAVE you tried our 9d School Pad. Contains 100 pages of excellent paper, ruled both sides and complete with blotter.—The B.K. Stationery Department. — [1383, 735, 1596, 792]
classified-item: MOTOR Cycles.—In good condition, a late model Douglas. A snip at £40.—Lightband and Wann, Stratford. — [1383, 871, 1596, 916]
ad-body: —OF— FURNITURE —AT— O. MANLEY'S, CABINETMAKER, ELTHAM. FROM MARCH 25, 1922. LARGE STOCK REDUCED TO LOWEST PRICES TO CLEAR. — [497, 903, 696, 981]
ad-subtitle: SHORT DATED MUNICIPAL DEBENTURES. — [515, 550, 678, 579]
ad-contact: P.O. Box 141 — Phone 385. — [93, 1201, 215, 1213]
column-divider — [1157, 239, 1158, 1988]
peoples-ad — [276, 260, 483, 474]
classified-item: SCOTT LADIES & GENTLEMEN can really reduce without drugs. Simple home remedy, endorsed by doctors. Write for free particulars. T. N. Harrison, box 1387, Wellington. Enclose six stamps. — [1383, 1136, 1596, 1193]
ad-slogan: "DO IT NOW!" — [1673, 1469, 1759, 1483]
ad-body: Tickets obtainable from Stratford Retailers or Teachers of District Schools. — [714, 732, 944, 755]
ad-title: HART'S GREAT VALUE STORE — [1164, 799, 1317, 846]
rugby-union-ad — [495, 777, 698, 878]
gladiators-ad — [44, 415, 264, 478]
ad-subtitle: WOOLLEN GOODS. — [1209, 1195, 1325, 1209]
ad-subtitle: LICENSES UNDER THE TARANAKI COUNTIES' JOINT BY-LAWS, 1920. — [714, 945, 943, 969]
church-of-god-ad — [1163, 260, 1372, 349]
motor-cycle-sports-ad — [495, 260, 698, 384]
clearing-tenders-ad — [960, 992, 1151, 1068]
classified-item: THE Busy Central Fruit Shop, Devon Street, now open. Close to your train, bus and garage.—A. O. Woollett, Proprietor. — [1383, 1446, 1596, 1491]
ad-body: VALUED UP TO £5 5s. YOU MAY WIN ONE OR MORE YOU MAY WIN ONE OR MORE OF THESE. OF THESE. — [719, 666, 939, 701]
classified-item: THE Busy Central Fruit Shop, Devon Street, now open. Close to your train, tram, bus and garage.—A. O. Woollett, Proprietor. — [1383, 1594, 1596, 1639]
ad-body: WRITTEN Tenders, addressed to the Chairman, will be received up till noon on TUESDAY, MARCH 28, 1922, for the following:— Contract No. 86.—Crushing, delivering and spreading boulder metal on about 67 chains of new road, off Toko Road. Contract No. 87.—Quarrying and delivery of 1400 cubic yards of shellrock on the Stanley Road. — [962, 321, 1149, 435]
riverlea-sports-ad — [495, 384, 698, 516]
ad-title: DANCING. — [798, 854, 860, 868]
piano-ad — [710, 1274, 948, 1309]
ad-title: MOTORS at BARGAIN PRICES. — [965, 1239, 1146, 1252]
kawaroa-park-ad — [44, 849, 264, 984]
ad-body: MR. DAVID NIELD, of the Church of God (148, Tasman Street, Wellington), will address a Meeting in the SOLDIERS' CLUB, NEW PLYMOUTH, TO-MORROW (Sunday) at 7 p.m. All Welcome. — [1164, 279, 1370, 342]
